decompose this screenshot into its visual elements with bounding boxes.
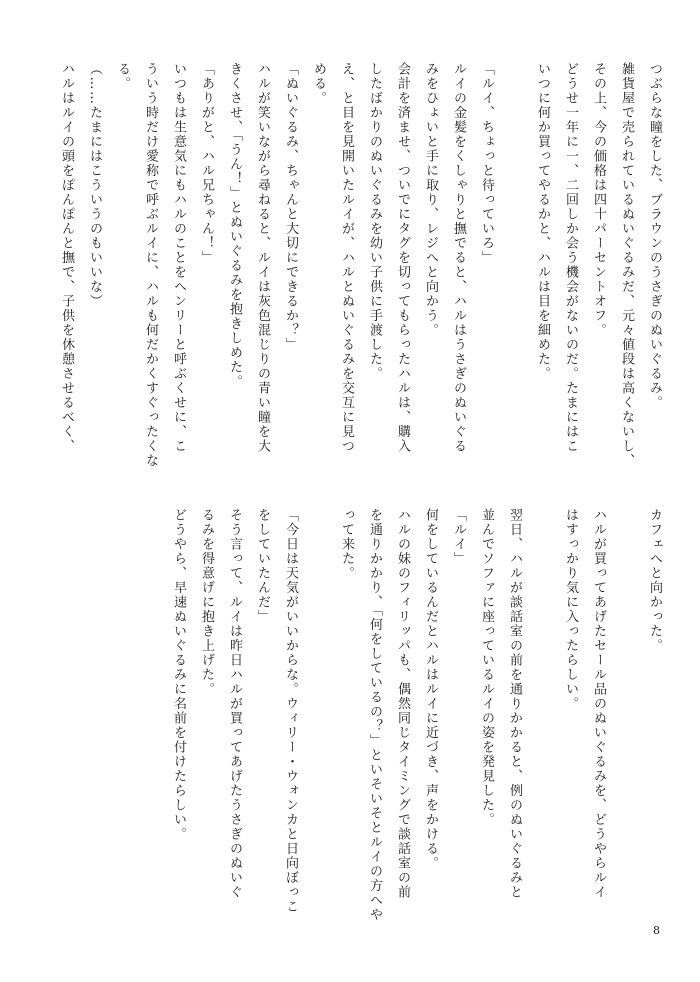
text-line: 「ルイ、ちょっと待っていろ」 <box>479 62 494 265</box>
text-line: ハルが買ってあげたセール品のぬいぐるみを、どうやらルイ <box>591 508 606 900</box>
text-line: 「ルイ」 <box>451 508 466 566</box>
text-line: るみを得意げに抱き上げた。 <box>199 508 214 697</box>
text-block-bottom <box>164 508 668 926</box>
blank-line <box>304 508 332 926</box>
text-line: みをひょいと手に取り、レジへと向かう。 <box>423 62 438 338</box>
text-line: 会計を済ませ、ついでにタグを切ってもらったハルは、購入 <box>395 62 410 454</box>
text-line: その上、今の価格は四十パーセントオフ。 <box>591 62 606 338</box>
text-line: 何をしているんだとハルはルイに近づき、声をかける。 <box>423 508 438 871</box>
text-line: ういう時だけ愛称で呼ぶルイに、ハルも何だかくすぐったくな <box>143 62 158 468</box>
text-line: ハルの妹のフィリッパも、偶然同じタイミングで談話室の前 <box>395 508 410 900</box>
text-line: 雑貨屋で売られているぬいぐるみだ、元々値段は高くないし、 <box>619 62 634 468</box>
text-line: きくさせ、「うん！」とぬいぐるみを抱きしめた。 <box>227 62 242 389</box>
text-line: ルイの金髪をくしゃりと撫でると、ハルはうさぎのぬいぐる <box>451 62 466 454</box>
text-line: 「今日は天気がいいからな。ウィリー・ウォンカと日向ぼっこ <box>283 508 298 914</box>
text-line: いつに何か買ってやるかと、ハルは目を細めた。 <box>535 62 550 381</box>
text-line: 翌日、ハルが談話室の前を通りかかると、例のぬいぐるみと <box>507 508 522 900</box>
text-line: そう言って、ルイは昨日ハルが買ってあげたうさぎのぬいぐ <box>227 508 242 900</box>
text-line: どうやら、早速ぬいぐるみに名前を付けたらしい。 <box>171 508 186 842</box>
text-line: カフェへと向かった。 <box>647 508 662 653</box>
text-line: る。 <box>115 62 130 91</box>
text-line: どうせ一年に一、二回しか会う機会がないのだ。たまにはこ <box>563 62 578 454</box>
text-line: え、と目を見開いたルイが、ハルとぬいぐるみを交互に見つ <box>339 62 354 454</box>
page-number: 8 <box>653 924 660 937</box>
text-line: 「ぬいぐるみ、ちゃんと大切にできるか？」 <box>283 62 298 352</box>
text-line: したばかりのぬいぐるみを幼い子供に手渡した。 <box>367 62 382 381</box>
text-line: つぶらな瞳をした、ブラウンのうさぎのぬいぐるみ。 <box>647 62 662 410</box>
text-line: いつもは生意気にもハルのことをヘンリーと呼ぶくせに、こ <box>171 62 186 454</box>
text-line: ハルが笑いながら尋ねると、ルイは灰色混じりの青い瞳を大 <box>255 62 270 454</box>
text-line: （……たまにはこういうのもいいな） <box>87 62 102 309</box>
text-line: める。 <box>311 62 326 106</box>
text-line: ハルはルイの頭をぽんぽんと撫で、子供を休憩させるべく、 <box>59 62 74 454</box>
blank-line <box>528 508 556 926</box>
blank-line <box>500 62 528 480</box>
text-line: はすっかり気に入ったらしい。 <box>563 508 578 711</box>
text-line: って来た。 <box>339 508 354 581</box>
text-line: をしていたんだ」 <box>255 508 270 624</box>
text-line: を通りかかり、「何をしているの？」といそいそとルイの方へや <box>367 508 382 922</box>
text-line: 並んでソファに座っているルイの姿を発見した。 <box>479 508 494 827</box>
blank-line <box>612 508 640 926</box>
text-line: 「ありがと、ハル兄ちゃん！」 <box>199 62 214 265</box>
text-block-top <box>52 62 668 480</box>
